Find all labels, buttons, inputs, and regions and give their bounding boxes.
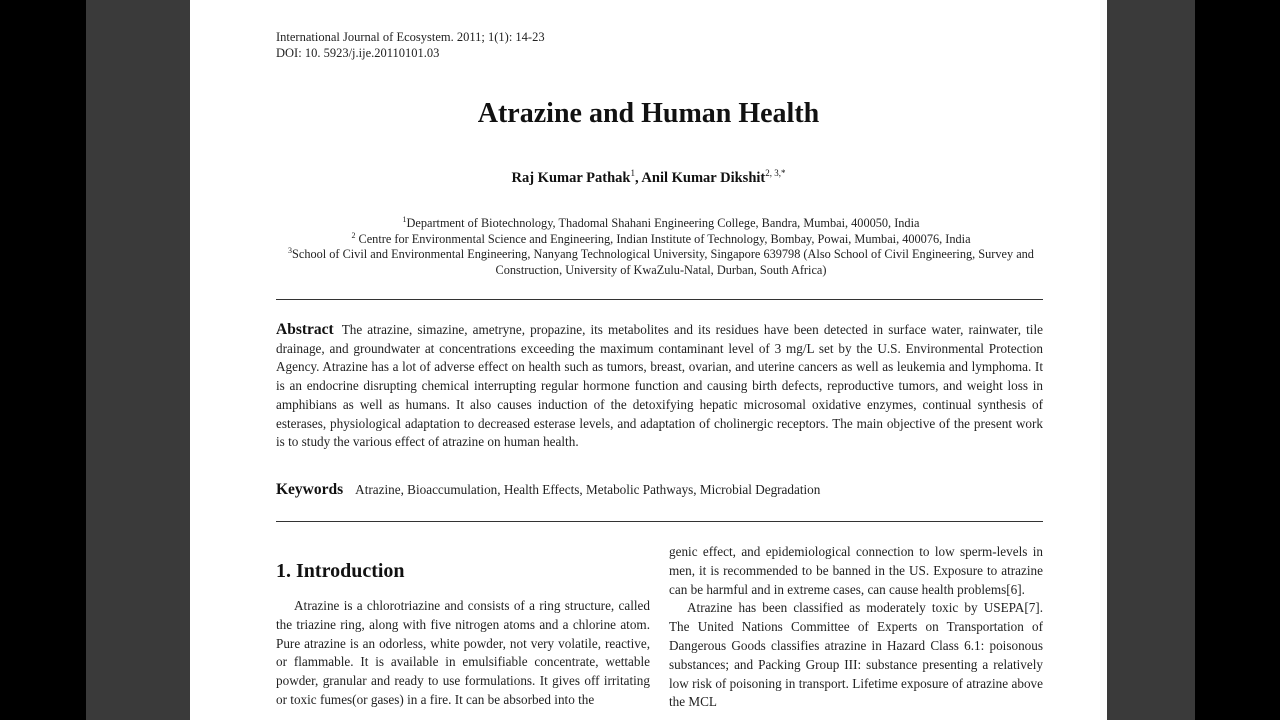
- viewer-frame-left: [0, 0, 86, 720]
- affiliation-mark: 3: [288, 245, 293, 255]
- author-name: Anil Kumar Dikshit: [641, 170, 766, 186]
- paragraph: genic effect, and epidemiological connection to low sperm-levels in men, it is recommended to be banned in the US. Exposure to atrazine can be harmful and in extreme cases, can cause health problems[6].: [669, 544, 1043, 597]
- author-separator: ,: [634, 170, 642, 186]
- section-heading: 1. Introduction: [276, 560, 405, 582]
- affiliation-3: [276, 247, 1046, 278]
- paragraph: Atrazine has been classified as moderately toxic by USEPA[7]. The United Nations Committee of Experts on Transportation of Dangerous Goods classifies atrazine in Hazard Class 6.1: poisonous substances; and Packing Group III: substance presenting a relatively low risk of poisoning in transport. Lifetime exposure of atrazine above the MCL: [669, 600, 1043, 710]
- abstract: [276, 321, 1043, 452]
- pdf-page: [190, 0, 1107, 720]
- divider: [276, 521, 1043, 522]
- abstract-label: Abstract: [276, 321, 334, 338]
- author-affiliation-mark: 1: [630, 168, 635, 179]
- affiliation-text: School of Civil and Environmental Engineering, Nanyang Technological University, Singapore 639798 (Also School of Civil Engineering, Survey and Construction, University of KwaZulu-Natal, Durban, South Africa): [292, 247, 1034, 277]
- keywords-label: Keywords: [276, 481, 344, 498]
- paper-title: Atrazine and Human Health: [477, 98, 820, 129]
- abstract-text: The atrazine, simazine, ametryne, propazine, its metabolites and its residues have been detected in surface water, rainwater, tile drainage, and groundwater at concentrations exceeding the maximum contaminant level of 3 mg/L set by the U.S. Environmental Protection Agency. Atrazine has a lot of adverse effect on health such as tumors, breast, ovarian, and uterine cancers as well as leukemia and lymphoma. It is an endocrine disrupting chemical interrupting regular hormone function and causing birth defects, reproductive tumors, and weight loss in amphibians as well as humans. It also causes induction of the detoxifying hepatic microsomal oxidative enzymes, continual synthesis of esterases, physiological adaptation to decreased esterase levels, and adaptation of cholinergic receptors. The main objective of the present work is to study the various effect of atrazine on human health.: [276, 322, 1043, 450]
- left-column: [276, 597, 650, 710]
- viewer-gutter-left: [86, 0, 190, 720]
- keywords: [276, 481, 1043, 499]
- keywords-text: Atrazine, Bioaccumulation, Health Effects, Metabolic Pathways, Microbial Degradation: [355, 482, 821, 497]
- affiliation-mark: 2: [351, 230, 356, 240]
- affiliation-text: Centre for Environmental Science and Engineering, Indian Institute of Technology, Bombay, Powai, Mumbai, 400076, India: [355, 232, 971, 246]
- doi-line: DOI: 10. 5923/j.ije.20110101.03: [276, 46, 440, 60]
- viewer-frame-right: [1195, 0, 1280, 720]
- author-name: Raj Kumar Pathak: [511, 170, 631, 186]
- affiliation-2: [276, 232, 1046, 248]
- affiliation-text: Department of Biotechnology, Thadomal Shahani Engineering College, Bandra, Mumbai, 400050, India: [406, 216, 920, 230]
- paragraph: Atrazine is a chlorotriazine and consists of a ring structure, called the triazine ring, along with five nitrogen atoms and a chlorine atom. Pure atrazine is an odorless, white powder, not very volatile, reactive, or flammable. It is available in emulsifiable concentrate, wettable powder, granular and ready to use formulations. It gives off irritating or toxic fumes(or gases) in a fire. It can be absorbed into the: [276, 598, 650, 707]
- author-affiliation-mark: 2, 3,*: [765, 168, 786, 179]
- affiliation-mark: 1: [402, 214, 407, 224]
- journal-citation: International Journal of Ecosystem. 2011; 1(1): 14-23: [276, 30, 545, 44]
- divider: [276, 299, 1043, 300]
- viewer-gutter-right: [1107, 0, 1195, 720]
- affiliation-1: [276, 216, 1046, 232]
- author-list: [190, 170, 1107, 187]
- right-column: [669, 543, 1043, 712]
